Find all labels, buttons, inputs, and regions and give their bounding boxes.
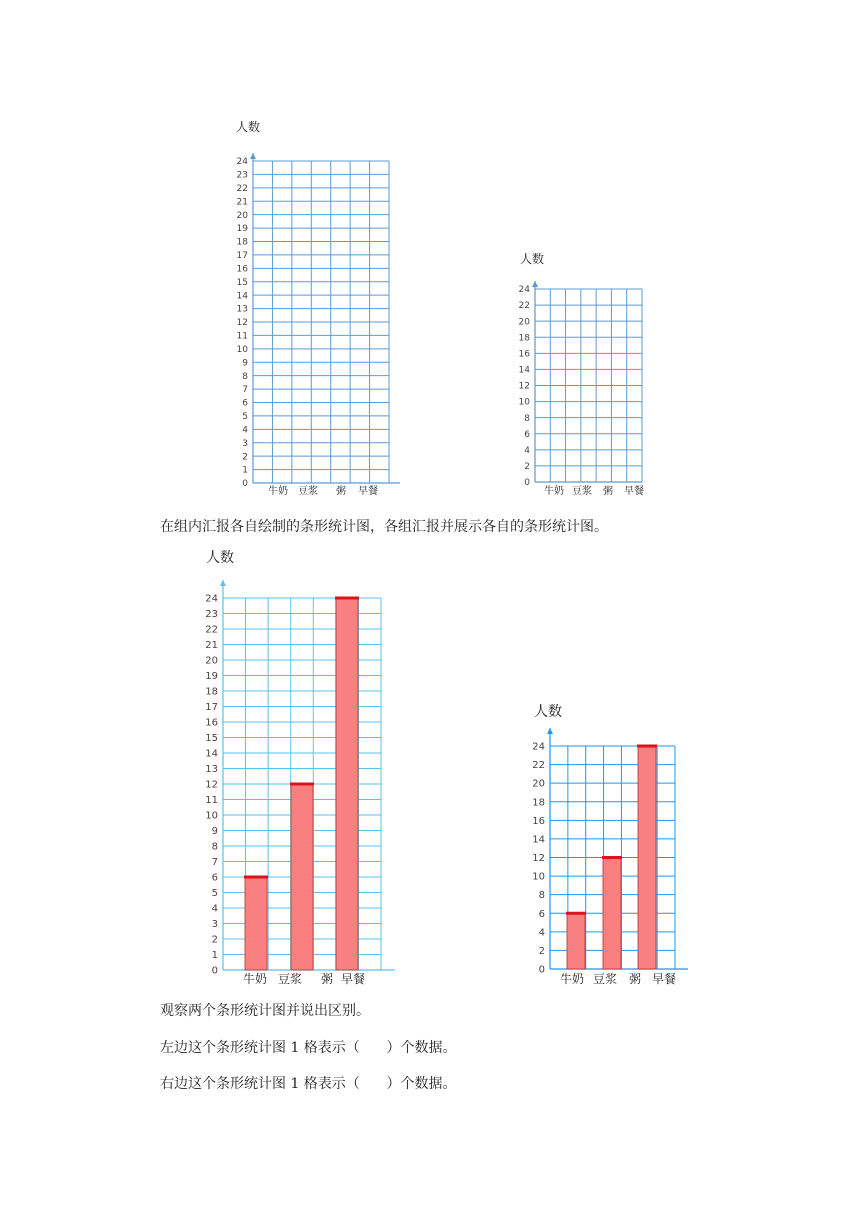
y-tick-label: 10	[532, 871, 545, 883]
y-tick-label: 22	[532, 760, 545, 772]
y-tick-label: 0	[538, 964, 545, 976]
y-tick-label: 10	[205, 810, 218, 822]
y-axis-arrow-icon	[220, 580, 226, 586]
y-tick-label: 15	[205, 733, 218, 744]
y-tick-label: 7	[242, 385, 248, 396]
y-tick-label: 12	[518, 381, 530, 392]
y-tick-label: 16	[518, 349, 530, 360]
y-tick-label: 8	[242, 371, 248, 382]
bar	[567, 913, 585, 969]
category-label: 豆浆	[277, 972, 303, 986]
y-tick-label: 15	[236, 277, 248, 288]
y-tick-label: 0	[211, 965, 218, 977]
category-label: 豆浆	[592, 972, 618, 986]
y-tick-label: 4	[524, 445, 530, 456]
category-label: 粥	[628, 972, 642, 986]
y-tick-label: 19	[236, 224, 248, 235]
left-chart-question: 左边这个条形统计图 1 格表示（ ）个数据。	[160, 1040, 457, 1056]
category-label: 早餐	[651, 972, 677, 986]
bar-top-mark	[637, 745, 657, 748]
y-axis-arrow-icon	[547, 728, 553, 734]
y-tick-label: 11	[205, 795, 218, 806]
y-axis-arrow-icon	[532, 281, 538, 287]
y-tick-label: 16	[532, 815, 545, 827]
y-tick-label: 20	[205, 655, 218, 667]
y-tick-label: 4	[242, 425, 248, 436]
y-tick-label: 16	[205, 717, 218, 729]
y-tick-label: 4	[538, 927, 545, 939]
y-tick-label: 24	[236, 157, 248, 168]
category-label: 早餐	[340, 972, 366, 986]
y-tick-label: 11	[236, 331, 248, 342]
y-tick-label: 21	[236, 197, 248, 208]
y-tick-label: 16	[236, 264, 248, 275]
y-tick-label: 0	[242, 479, 248, 490]
right-chart-question: 右边这个条形统计图 1 格表示（ ）个数据。	[160, 1076, 457, 1092]
y-tick-label: 2	[538, 945, 545, 957]
category-label: 豆浆	[572, 486, 592, 497]
category-label: 豆浆	[298, 486, 318, 497]
y-tick-label: 18	[532, 797, 545, 809]
y-tick-label: 5	[211, 888, 218, 899]
y-tick-label: 18	[236, 237, 248, 248]
y-tick-label: 20	[236, 210, 248, 221]
y-axis-label: 人数	[206, 550, 234, 566]
y-tick-label: 5	[242, 412, 248, 423]
y-tick-label: 1	[211, 950, 218, 961]
y-tick-label: 2	[242, 452, 248, 463]
y-tick-label: 8	[524, 413, 530, 424]
y-axis-label: 人数	[236, 120, 261, 134]
y-tick-label: 2	[211, 934, 218, 946]
y-tick-label: 14	[205, 748, 218, 760]
bar-top-mark	[335, 597, 359, 600]
y-tick-label: 6	[524, 429, 530, 440]
y-tick-label: 17	[236, 251, 248, 262]
y-tick-label: 4	[211, 903, 218, 915]
category-label: 牛奶	[559, 972, 585, 986]
category-label: 早餐	[624, 486, 644, 497]
category-label: 早餐	[358, 486, 378, 497]
y-tick-label: 2	[524, 462, 530, 473]
y-tick-label: 22	[236, 183, 248, 194]
bar	[336, 598, 358, 970]
bar-top-mark	[290, 783, 314, 786]
y-tick-label: 8	[538, 890, 545, 902]
y-tick-label: 22	[205, 624, 218, 636]
y-tick-label: 13	[205, 764, 218, 775]
y-tick-label: 9	[211, 826, 218, 837]
y-tick-label: 6	[242, 398, 248, 409]
y-tick-label: 6	[211, 872, 218, 884]
y-tick-label: 12	[532, 853, 545, 864]
y-tick-label: 14	[532, 834, 545, 846]
category-label: 粥	[603, 486, 613, 497]
y-tick-label: 21	[205, 640, 218, 651]
bar-top-mark	[244, 876, 268, 879]
bar	[638, 746, 656, 969]
category-label: 粥	[320, 972, 334, 986]
bar-top-mark	[602, 856, 622, 859]
y-tick-label: 1	[242, 465, 248, 476]
y-tick-label: 22	[518, 301, 530, 312]
y-tick-label: 13	[236, 304, 248, 315]
bar	[291, 784, 313, 970]
y-tick-label: 20	[532, 778, 545, 790]
y-tick-label: 6	[538, 908, 545, 920]
category-label: 粥	[336, 486, 346, 497]
y-tick-label: 0	[524, 478, 530, 489]
y-tick-label: 24	[532, 741, 545, 753]
observe-paragraph: 观察两个条形统计图并说出区别。	[160, 1003, 370, 1019]
y-tick-label: 12	[205, 779, 218, 791]
y-tick-label: 8	[211, 841, 218, 853]
y-axis-arrow-icon	[250, 153, 256, 159]
y-tick-label: 14	[518, 365, 530, 376]
y-tick-label: 18	[205, 686, 218, 698]
y-tick-label: 19	[205, 671, 218, 682]
category-label: 牛奶	[268, 486, 288, 497]
y-tick-label: 18	[518, 333, 530, 344]
category-label: 牛奶	[242, 972, 268, 986]
y-tick-label: 12	[236, 318, 248, 329]
category-label: 牛奶	[544, 486, 564, 497]
y-tick-label: 7	[211, 857, 218, 868]
y-tick-label: 23	[205, 609, 218, 620]
y-tick-label: 14	[236, 291, 248, 302]
y-tick-label: 23	[236, 170, 248, 181]
y-tick-label: 3	[242, 438, 248, 449]
bar	[603, 858, 621, 970]
y-tick-label: 10	[236, 344, 248, 355]
bar-top-mark	[566, 912, 586, 915]
y-axis-label: 人数	[520, 252, 545, 266]
y-axis-label: 人数	[534, 704, 562, 720]
y-tick-label: 3	[211, 919, 218, 930]
y-tick-label: 10	[518, 397, 530, 408]
y-tick-label: 24	[518, 285, 530, 296]
y-tick-label: 17	[205, 702, 218, 713]
instruction-paragraph: 在组内汇报各自绘制的条形统计图，各组汇报并展示各自的条形统计图。	[160, 519, 608, 535]
y-tick-label: 9	[242, 358, 248, 369]
y-tick-label: 20	[518, 317, 530, 328]
y-tick-label: 24	[205, 593, 218, 605]
bar	[245, 877, 267, 970]
